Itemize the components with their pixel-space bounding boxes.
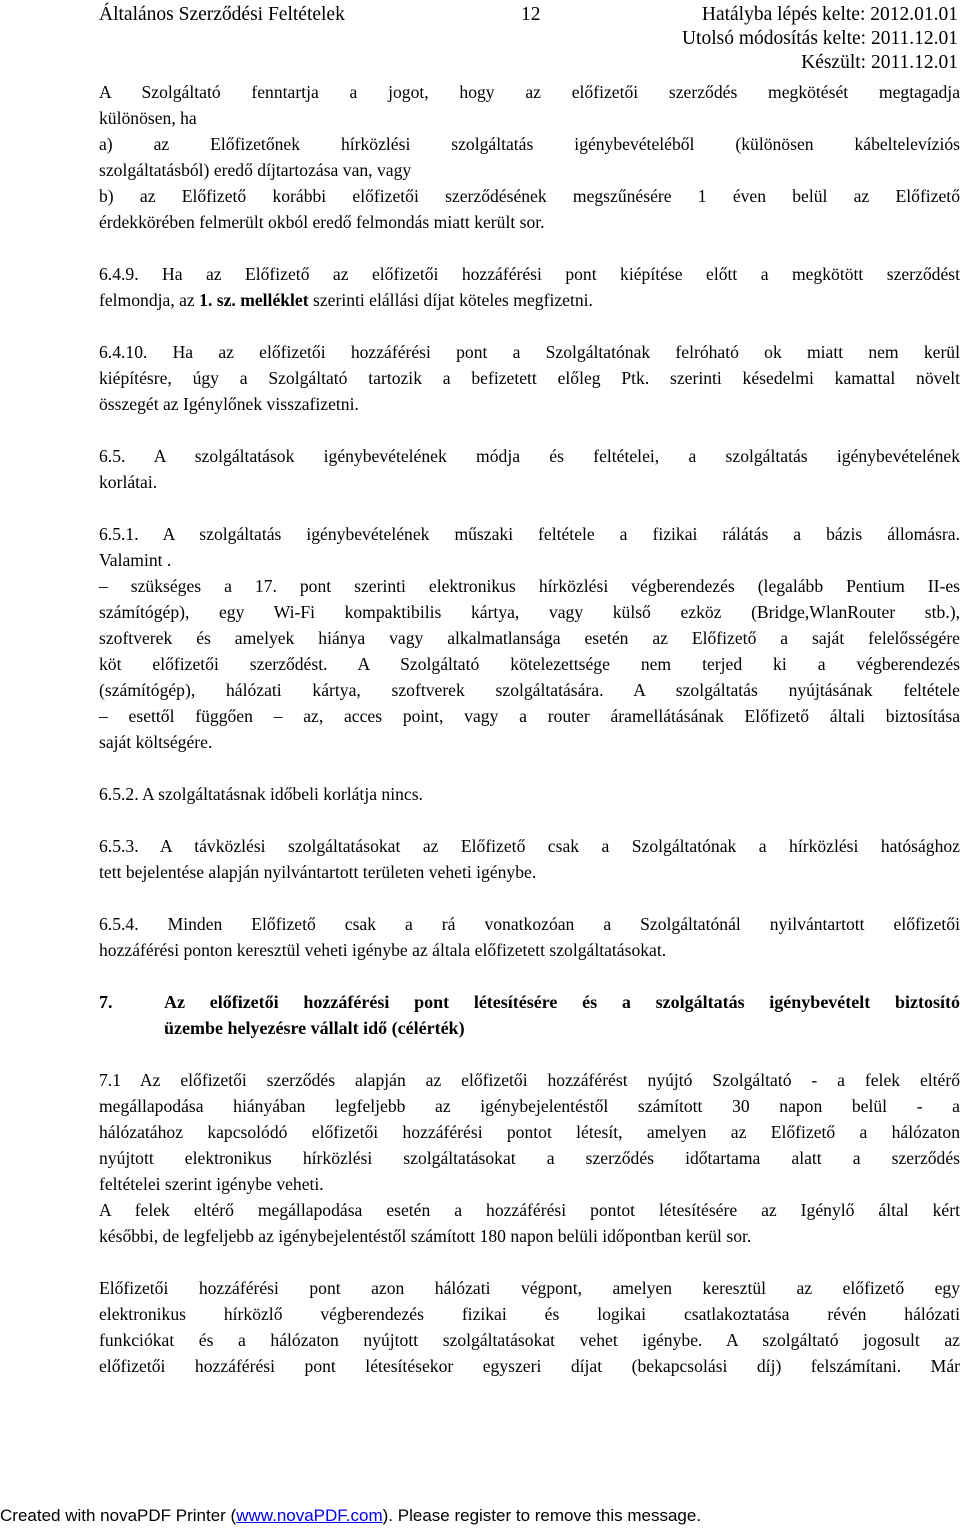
pdf-watermark-footer: Created with novaPDF Printer (www.novaPDF.com). Please register to remove this message. (0, 1506, 702, 1525)
paragraph-refusal: A Szolgáltató fenntartja a jogot, hogy az előfizetői szerződés megkötését megtagadja különösen, ha a) az Előfizetőnek hírközlési szolgáltatás igénybevételéből (különösen kábeltelevíziós szolgáltatásból) eredő díjtartozása van, vagy b) az Előfizető korábbi előfizetői szerződésének megszűnésére 1 éven belül az Előfizető érdekkörében felmerült okból eredő felmondás miatt került sor. (99, 82, 960, 232)
header-title: Általános Szerződési Feltételek (99, 4, 345, 25)
section-7-heading: 7. Az előfizetői hozzáférési pont létesítésére és a szolgáltatás igénybevételt biztosító üzembe helyezésre vállalt idő (célérték) (99, 989, 960, 1041)
paragraph-access-point: Előfizetői hozzáférési pont azon hálózati végpont, amelyen keresztül az előfizető egy elektronikus hírközlő végberendezés fizikai és logikai csatlakoztatása révén hálózati funkciókat és a hálózaton nyújtott szolgáltatásokat vehet igénybe. A szolgáltató jogosult az előfizetői hozzáférési pont létesítésekor egyszeri díjat (bekapcsolási díj) felszámítani. Már (99, 1278, 960, 1376)
paragraph-6-5-4: 6.5.4. Minden Előfizető csak a rá vonatkozóan a Szolgáltatónál nyilvántartott előfizetői hozzáférési ponton keresztül veheti igénybe az általa előfizetett szolgáltatásokat. (99, 914, 960, 960)
paragraph-6-4-9: 6.4.9. Ha az Előfizető az előfizetői hozzáférési pont kiépítése előtt a megkötött szerződést felmondja, az 1. sz. melléklet szerinti elállási díjat köteles megfizetni. (99, 264, 960, 310)
paragraph-6-5-3: 6.5.3. A távközlési szolgáltatásokat az Előfizető csak a Szolgáltatónak a hírközlési hatósághoz tett bejelentése alapján nyilvántartott területen veheti igénybe. (99, 836, 960, 882)
paragraph-7-1: 7.1 Az előfizetői szerződés alapján az előfizetői hozzáférést nyújtó Szolgáltató - a felek eltérő megállapodása hiányában legfeljebb az igénybejelentéstől számított 30 napon belül - a hálózatához kapcsolódó előfizetői hozzáférési pontot létesít, amelyen az Előfizető a hálózaton nyújtott elektronikus hírközlési szolgáltatásokat a szerződés időtartama alatt a szerződés feltételei szerint igénybe veheti. A felek eltérő megállapodása esetén a hozzáférési pontot létesítésére az Igénylő által kért későbbi, de legfeljebb az igénybejelentéstől számított 180 napon belüli időpontban kerül sor. (99, 1070, 960, 1246)
annex-reference: 1. sz. melléklet (199, 290, 309, 310)
created-date: Készült: 2011.12.01 (801, 52, 958, 73)
novapdf-link[interactable]: www.novaPDF.com (236, 1506, 383, 1525)
paragraph-6-5-1: 6.5.1. A szolgáltatás igénybevételének műszaki feltétele a fizikai rálátás a bázis állomásra. Valamint . – szükséges a 17. pont szerinti elektronikus hírközlési végberendezés (legalább Pentium II-es számítógép), egy Wi-Fi kompaktibilis kártya, vagy külső ezköz (Bridge,WlanRouter stb.), szoftverek és amelyek hiánya vagy alkalmatlansága esetén az Előfizető a saját felelősségére köt előfizetői szerződést. A Szolgáltató kötelezettsége nem terjed ki a végberendezés (számítógép), hálózati kártya, szoftverek szolgáltatására. A szolgáltatás nyújtásának feltétele – esettől függően – az, acces point, vagy a router áramellátásának Előfizető általi biztosítása saját költségére. (99, 524, 960, 752)
header-dates (682, 3, 958, 75)
document-body (99, 79, 960, 1379)
paragraph-6-4-10: 6.4.10. Ha az előfizetői hozzáférési pont a Szolgáltatónak felróható ok miatt nem kerül kiépítésre, úgy a Szolgáltató tartozik a befizetett előleg Ptk. szerinti késedelmi kamattal növelt összegét az Igénylőnek visszafizetni. (99, 342, 960, 414)
effective-date: Hatályba lépés kelte: 2012.01.01 (701, 4, 958, 25)
modified-date: Utolsó módosítás kelte: 2011.12.01 (681, 28, 958, 49)
paragraph-6-5: 6.5. A szolgáltatások igénybevételének módja és feltételei, a szolgáltatás igénybevételének korlátai. (99, 446, 960, 492)
page-number: 12 (521, 4, 541, 25)
paragraph-6-5-2: 6.5.2. A szolgáltatásnak időbeli korlátja nincs. (99, 784, 423, 804)
section-number: 7. (99, 992, 113, 1012)
